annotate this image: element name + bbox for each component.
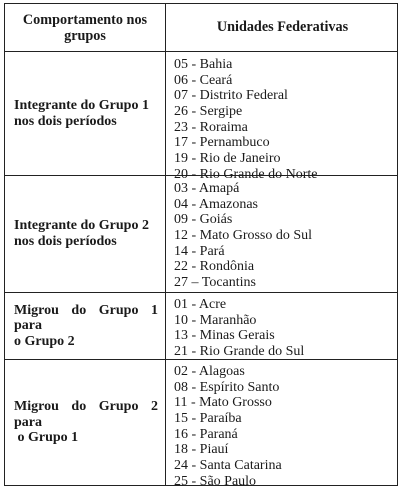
state-item: 20 - Rio Grande do Norte [174, 166, 318, 182]
state-item: 19 - Rio de Janeiro [174, 151, 281, 167]
state-cell [166, 360, 397, 489]
header-behavior [5, 4, 166, 51]
table-row [5, 51, 397, 182]
state-cell [166, 293, 397, 359]
state-item: 23 - Roraima [174, 119, 248, 135]
state-item: 26 - Sergipe [174, 104, 243, 120]
state-item: 06 - Ceará [174, 72, 233, 88]
row-label-line: o Grupo 2 [14, 333, 75, 349]
state-item: 01 - Acre [174, 297, 227, 312]
state-item: 02 - Alagoas [174, 364, 245, 379]
state-item: 27 – Tocantins [174, 275, 256, 291]
row-label-line: nos dois períodos [14, 113, 117, 129]
state-item: 17 - Pernambuco [174, 135, 270, 151]
row-label-line: para [14, 318, 42, 334]
row-label-line: Integrante do Grupo 2 [14, 218, 149, 234]
state-item: 08 - Espírito Santo [174, 379, 280, 395]
state-item: 18 - Piauí [174, 442, 229, 458]
state-item: 13 - Minas Gerais [174, 328, 275, 344]
row-label-line: Migrou do Grupo 1 [14, 302, 158, 318]
states-table [4, 3, 398, 489]
row-label [5, 176, 166, 292]
table-row [5, 292, 397, 359]
header-states: Unidades Federativas [216, 18, 349, 35]
state-item: 11 - Mato Grosso [174, 395, 272, 411]
row-label [5, 360, 166, 485]
header-behavior-line2: grupos [64, 27, 106, 44]
state-item: 05 - Bahia [174, 57, 233, 72]
table-row [5, 175, 397, 292]
state-cell [166, 52, 397, 182]
table-header [5, 4, 397, 51]
state-item: 16 - Paraná [174, 426, 238, 442]
state-item: 25 - São Paulo [174, 473, 257, 489]
state-item: 07 - Distrito Federal [174, 88, 288, 104]
row-label [5, 293, 166, 359]
state-item: 12 - Mato Grosso do Sul [174, 228, 313, 244]
state-item: 09 - Goiás [174, 212, 233, 228]
state-cell [166, 176, 397, 292]
row-label-line: Migrou do Grupo 2 [14, 399, 158, 415]
row-label-line: Integrante do Grupo 1 [14, 97, 149, 113]
table-row [5, 359, 397, 489]
state-item: 03 - Amapá [174, 181, 240, 196]
row-label-line: para [14, 414, 42, 430]
row-label [5, 52, 166, 175]
state-item: 21 - Rio Grande do Sul [174, 344, 305, 360]
state-item: 04 - Amazonas [174, 196, 258, 212]
row-label-line: o Grupo 1 [14, 430, 79, 446]
state-item: 24 - Santa Catarina [174, 458, 282, 474]
header-behavior-line1: Comportamento nos [22, 11, 148, 28]
state-item: 15 - Paraíba [174, 411, 242, 427]
state-item: 14 - Pará [174, 243, 225, 259]
state-item: 10 - Maranhão [174, 312, 257, 328]
state-item: 22 - Rondônia [174, 259, 255, 275]
row-label-line: nos dois períodos [14, 234, 117, 249]
